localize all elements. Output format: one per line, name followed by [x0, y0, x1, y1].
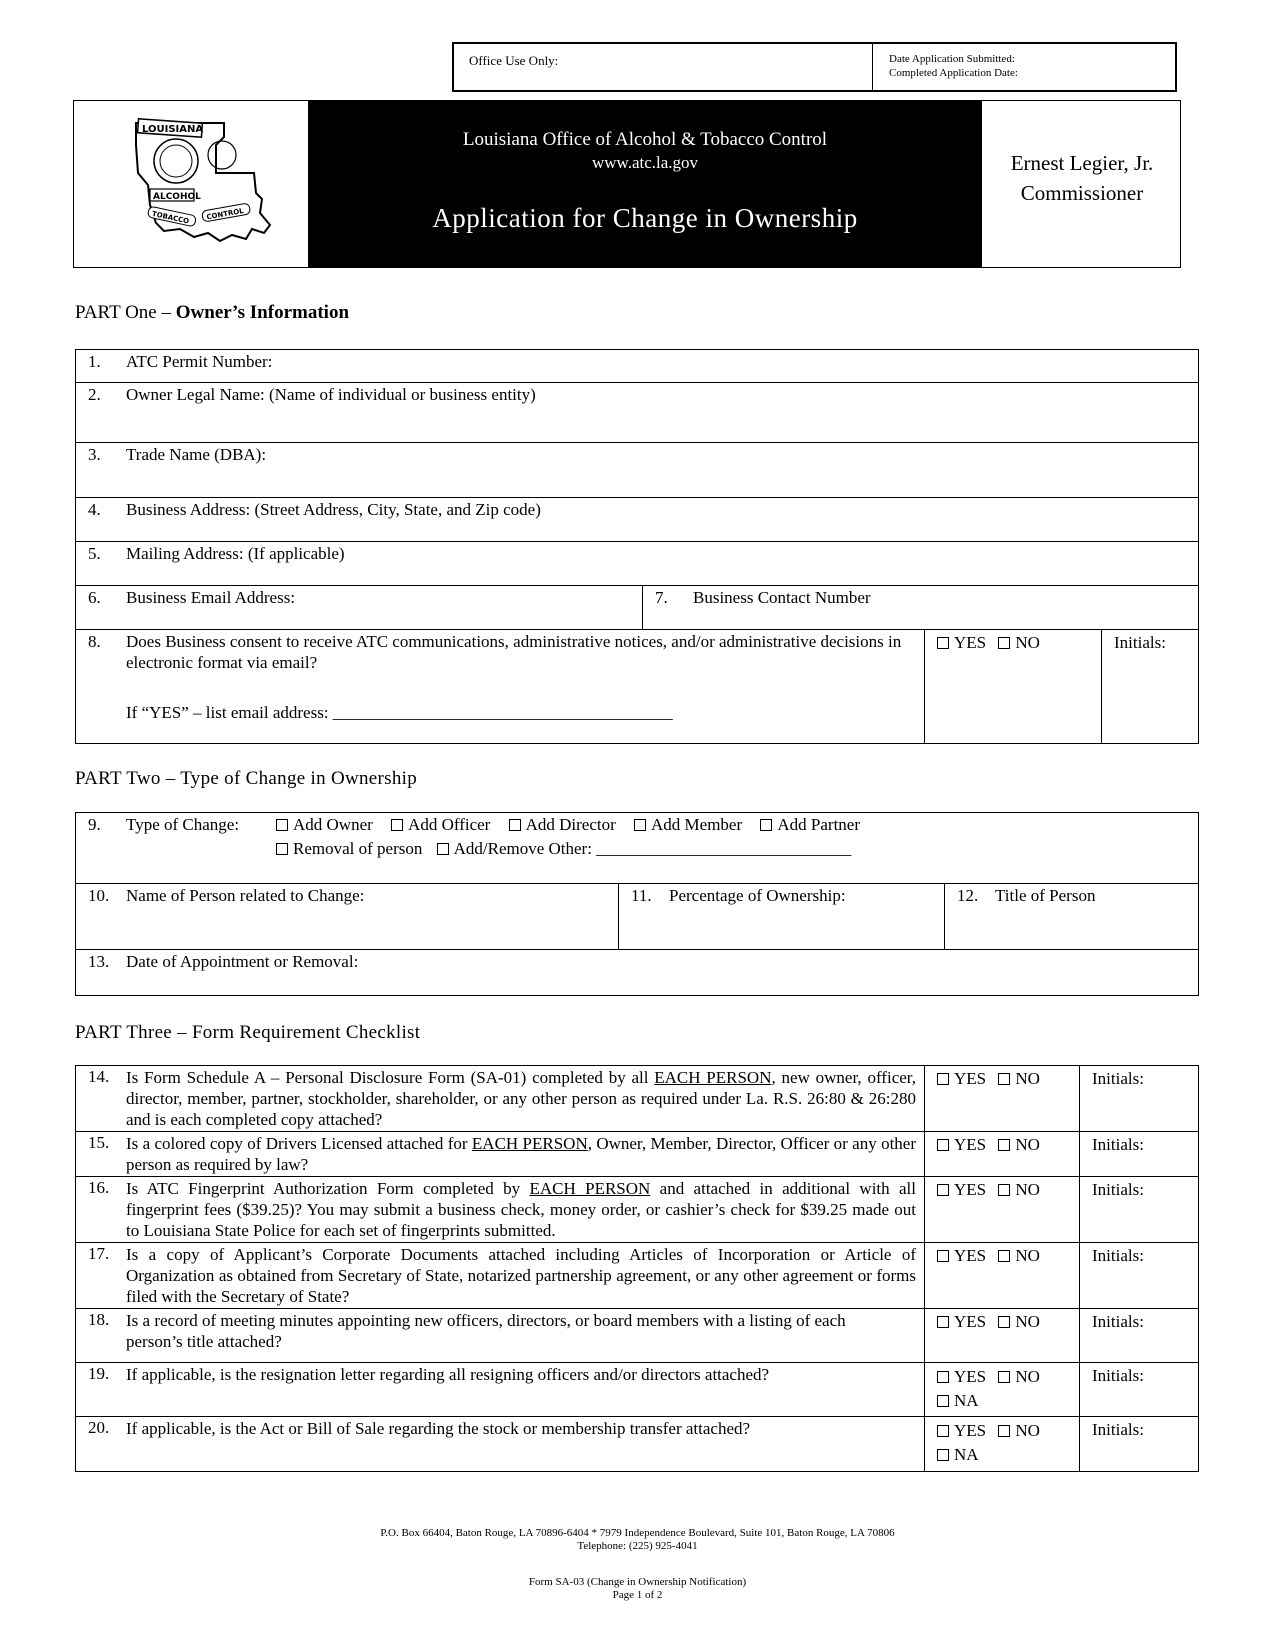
part-one-heading [75, 302, 349, 324]
field-row-2[interactable] [75, 382, 1199, 443]
no-checkbox[interactable]: NO [998, 1312, 1040, 1331]
question-17-text: Is a copy of Applicant’s Corporate Documents attached including Articles of Incorporation or Article of Organization as obtained from Secretary of State, notarized partnership agreement, or any other agreement or forms filed with the Secretary of State? [126, 1245, 916, 1306]
footer-phone: Telephone: (225) 925-4041 [577, 1540, 698, 1552]
initials-label: Initials: [1092, 1180, 1144, 1199]
completed-date-label: Completed Application Date: [889, 67, 1018, 79]
question-16-text: Is ATC Fingerprint Authorization Form completed by EACH PERSON and attached in additional with all fingerprint fees ($39.25)? You may submit a business check, money order, or cashier’s check for $39.25 made out to Louisiana State Police for each set of fingerprints submitted. [126, 1179, 916, 1240]
yes-no-17 [925, 1243, 1080, 1308]
option-add-partner[interactable]: Add Partner [760, 815, 860, 834]
question-20 [76, 1417, 925, 1471]
checkbox-icon [437, 843, 449, 855]
field-label-percentage: Percentage of Ownership: [669, 886, 846, 905]
item-number: 10. [88, 886, 110, 905]
checkbox-icon [634, 819, 646, 831]
yes-no-18 [925, 1309, 1080, 1362]
no-checkbox[interactable]: NO [998, 1246, 1040, 1265]
item-number: 9. [88, 815, 101, 834]
logo-text-alcohol: ALCOHOL [153, 192, 201, 202]
checkbox-icon [998, 1184, 1010, 1196]
title-block [308, 101, 982, 267]
yes-no-na-19 [925, 1363, 1080, 1416]
yes-checkbox[interactable]: YES [937, 1421, 986, 1440]
initials-16[interactable] [1080, 1177, 1198, 1242]
checkbox-icon [937, 637, 949, 649]
yes-checkbox[interactable]: YES [937, 1246, 986, 1265]
part-one-title: Owner’s Information [175, 302, 350, 323]
item-number: 6. [88, 588, 101, 607]
question-20-text: If applicable, is the Act or Bill of Sale regarding the stock or membership transfer attached? [126, 1419, 751, 1438]
item-number: 16. [88, 1178, 110, 1197]
yes-no-16 [925, 1177, 1080, 1242]
header-banner [73, 100, 1181, 268]
logo-text-tobacco: TOBACCO [151, 209, 190, 226]
checklist-row-20 [75, 1416, 1199, 1472]
item-number: 3. [88, 445, 101, 464]
checkbox-icon [998, 1425, 1010, 1437]
checkbox-icon [937, 1316, 949, 1328]
checklist-row-18 [75, 1308, 1199, 1363]
field-row-10-12 [75, 883, 1199, 950]
item-number: 20. [88, 1418, 110, 1437]
item-number: 13. [88, 952, 110, 971]
option-add-director[interactable]: Add Director [509, 815, 616, 834]
checkbox-icon [998, 1139, 1010, 1151]
part-three-heading: PART Three – Form Requirement Checklist [75, 1022, 421, 1043]
question-15 [76, 1132, 925, 1176]
field-label-owner-name: Owner Legal Name: (Name of individual or business entity) [126, 385, 536, 404]
field-label-business-address: Business Address: (Street Address, City, State, and Zip code) [126, 500, 541, 519]
field-label-person-name: Name of Person related to Change: [126, 886, 365, 905]
yes-checkbox[interactable]: YES [937, 1135, 986, 1154]
checklist-row-14 [75, 1065, 1199, 1132]
yes-checkbox[interactable]: YES [937, 1312, 986, 1331]
logo-area [74, 101, 307, 267]
checkbox-icon [276, 843, 288, 855]
na-checkbox[interactable]: NA [937, 1391, 979, 1410]
commissioner-title: Commissioner [1020, 181, 1144, 205]
question-8 [76, 630, 925, 743]
no-checkbox[interactable]: NO [998, 1367, 1040, 1386]
item-number: 8. [88, 632, 101, 651]
question-18-text: Is a record of meeting minutes appointing new officers, directors, or board members with a listing of each person’s title attached? [126, 1311, 846, 1351]
field-title-of-person[interactable] [945, 884, 1198, 949]
item-number: 2. [88, 385, 101, 404]
question-8-text: Does Business consent to receive ATC communications, administrative notices, and/or administrative decisions in electronic format via email? [126, 632, 902, 672]
item-number: 17. [88, 1244, 110, 1263]
yes-checkbox[interactable]: YES [937, 1367, 986, 1386]
field-label-mailing-address: Mailing Address: (If applicable) [126, 544, 345, 563]
question-19-text: If applicable, is the resignation letter regarding all resigning officers and/or directors attached? [126, 1365, 770, 1384]
na-checkbox[interactable]: NA [937, 1445, 979, 1464]
initials-label: Initials: [1114, 633, 1166, 652]
footer-form: Form SA-03 (Change in Ownership Notification) [528, 1576, 747, 1588]
logo-text-control: CONTROL [205, 206, 245, 222]
page-title: Application for Change in Ownership [432, 203, 858, 233]
field-row-3[interactable] [75, 442, 1199, 498]
initials-17[interactable] [1080, 1243, 1198, 1308]
change-options-line-2 [276, 838, 851, 859]
item-number: 11. [631, 886, 652, 905]
email-line[interactable]: If “YES” – list email address: ________________________________________ [126, 703, 673, 722]
field-label-date-appointment: Date of Appointment or Removal: [126, 952, 359, 971]
field-row-8 [75, 629, 1199, 744]
initials-label: Initials: [1092, 1246, 1144, 1265]
initials-8[interactable] [1102, 630, 1198, 743]
initials-19[interactable] [1080, 1363, 1198, 1416]
option-add-owner[interactable]: Add Owner [276, 815, 373, 834]
item-number: 4. [88, 500, 101, 519]
checkbox-icon [937, 1139, 949, 1151]
option-add-member[interactable]: Add Member [634, 815, 742, 834]
checkbox-icon [509, 819, 521, 831]
checkbox-icon [391, 819, 403, 831]
commissioner-name: Ernest Legier, Jr. [1010, 151, 1154, 175]
field-label-title: Title of Person [995, 886, 1096, 905]
item-number: 18. [88, 1310, 110, 1329]
checkbox-icon [937, 1425, 949, 1437]
question-18 [76, 1309, 925, 1362]
field-row-5[interactable] [75, 541, 1199, 586]
checkbox-icon [998, 1371, 1010, 1383]
item-number: 15. [88, 1133, 110, 1152]
no-checkbox[interactable]: NO [998, 1135, 1040, 1154]
checklist-row-16 [75, 1176, 1199, 1243]
item-number: 14. [88, 1067, 110, 1086]
yes-no-8 [925, 630, 1102, 743]
checkbox-icon [276, 819, 288, 831]
option-removal[interactable]: Removal of person [276, 839, 422, 858]
checklist-row-19 [75, 1362, 1199, 1417]
initials-18[interactable] [1080, 1309, 1198, 1362]
yes-checkbox[interactable]: YES [937, 1069, 986, 1088]
question-14-text: Is Form Schedule A – Personal Disclosure Form (SA-01) completed by all EACH PERSON, new owner, officer, director, member, partner, stockholder, shareholder, or any other person as required under La. R.S. 26:80 & 26:280 and is each completed copy attached? [126, 1068, 917, 1129]
no-checkbox[interactable]: NO [998, 1069, 1040, 1088]
item-number: 5. [88, 544, 101, 563]
checkbox-icon [998, 637, 1010, 649]
option-other[interactable]: Add/Remove Other: ______________________________ [437, 839, 852, 858]
checkbox-icon [937, 1073, 949, 1085]
field-person-name[interactable] [76, 884, 619, 949]
checkbox-icon [998, 1250, 1010, 1262]
field-row-4[interactable] [75, 497, 1199, 542]
no-checkbox[interactable]: NO [998, 633, 1040, 652]
part-two-heading: PART Two – Type of Change in Ownership [75, 768, 418, 789]
checkbox-icon [937, 1449, 949, 1461]
yes-no-na-20 [925, 1417, 1080, 1471]
item-number: 19. [88, 1364, 110, 1383]
question-14 [76, 1066, 925, 1131]
field-email[interactable] [76, 586, 643, 629]
initials-label: Initials: [1092, 1366, 1144, 1385]
commissioner-block [984, 101, 1180, 267]
initials-label: Initials: [1092, 1312, 1144, 1331]
item-number: 1. [88, 352, 101, 371]
checkbox-icon [937, 1184, 949, 1196]
item-number: 12. [957, 886, 979, 905]
initials-label: Initials: [1092, 1135, 1144, 1154]
initials-20[interactable] [1080, 1417, 1198, 1471]
yes-no-14 [925, 1066, 1080, 1131]
agency-name: Louisiana Office of Alcohol & Tobacco Control [462, 129, 828, 150]
checkbox-icon [998, 1073, 1010, 1085]
question-17 [76, 1243, 925, 1308]
checklist-row-17 [75, 1242, 1199, 1309]
field-contact-number[interactable] [643, 586, 1198, 629]
change-options-line-1 [276, 814, 860, 835]
office-divider [872, 44, 873, 90]
initials-label: Initials: [1092, 1069, 1144, 1088]
initials-label: Initials: [1092, 1420, 1144, 1439]
no-checkbox[interactable]: NO [998, 1421, 1040, 1440]
field-label-email: Business Email Address: [126, 588, 296, 607]
agency-website: www.atc.la.gov [591, 153, 699, 172]
checkbox-icon [760, 819, 772, 831]
field-row-13[interactable] [75, 949, 1199, 996]
part-one-prefix: PART One – [75, 302, 176, 323]
no-checkbox[interactable]: NO [998, 1180, 1040, 1199]
field-label-atc-permit: ATC Permit Number: [126, 352, 273, 371]
field-row-1[interactable] [75, 349, 1199, 383]
question-19 [76, 1363, 925, 1416]
item-number: 7. [655, 588, 668, 607]
footer-page: Page 1 of 2 [612, 1589, 663, 1601]
yes-checkbox[interactable]: YES [937, 633, 986, 652]
footer-address: P.O. Box 66404, Baton Rouge, LA 70896-6404 * 7979 Independence Boulevard, Suite 101, Baton Rouge, LA 70806 [380, 1527, 895, 1539]
office-use-label: Office Use Only: [469, 53, 559, 68]
louisiana-logo [124, 115, 284, 255]
logo-text-louisiana: LOUISIANA [142, 124, 204, 135]
field-label-contact-number: Business Contact Number [693, 588, 871, 607]
question-15-text: Is a colored copy of Drivers Licensed attached for EACH PERSON, Owner, Member, Director, Officer or any other person as required by law? [126, 1134, 917, 1174]
checklist-row-15 [75, 1131, 1199, 1177]
yes-no-15 [925, 1132, 1080, 1176]
field-row-6-7 [75, 585, 1199, 630]
question-16 [76, 1177, 925, 1242]
checkbox-icon [937, 1250, 949, 1262]
option-add-officer[interactable]: Add Officer [391, 815, 490, 834]
checkbox-icon [937, 1395, 949, 1407]
initials-14[interactable] [1080, 1066, 1198, 1131]
field-row-9 [75, 812, 1199, 884]
office-use-box [452, 42, 1177, 92]
date-submitted-label: Date Application Submitted: [889, 53, 1015, 65]
field-label-trade-name: Trade Name (DBA): [126, 445, 267, 464]
initials-15[interactable] [1080, 1132, 1198, 1176]
type-of-change-label: Type of Change: [126, 815, 240, 834]
field-percentage[interactable] [619, 884, 945, 949]
footer [0, 1527, 1275, 1602]
checkbox-icon [998, 1316, 1010, 1328]
checkbox-icon [937, 1371, 949, 1383]
yes-checkbox[interactable]: YES [937, 1180, 986, 1199]
